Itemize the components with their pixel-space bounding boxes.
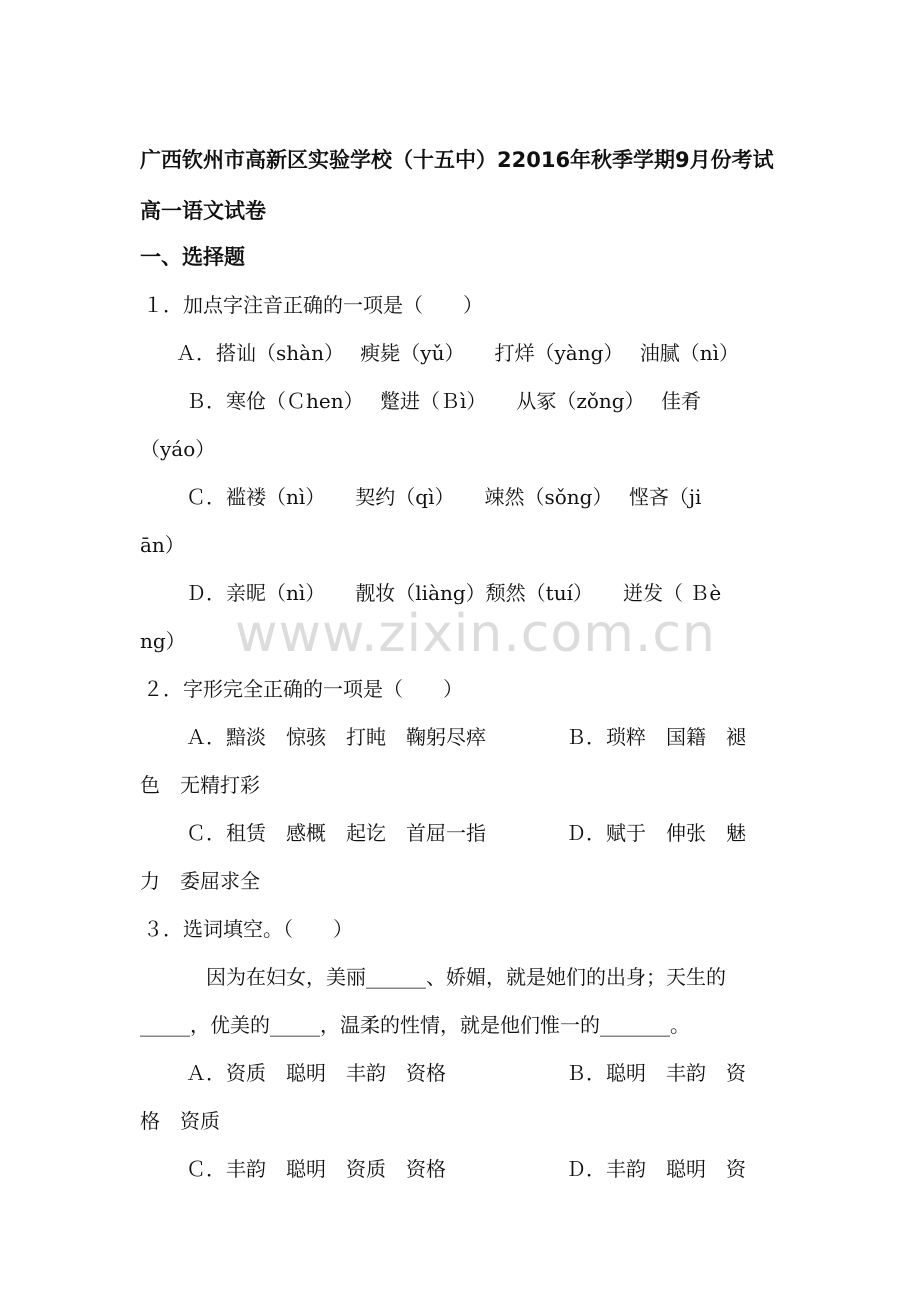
q1-option-c-cont: ān） — [140, 533, 185, 557]
q2-option-d-cont: 力 委屈求全 — [140, 869, 260, 893]
q3-option-b-cont: 格 资质 — [140, 1109, 220, 1133]
q1-option-a: Ａ．搭讪（shàn） 瘐毙（yǔ） 打烊（yàng） 油腻（nì） — [176, 341, 740, 365]
title-line-1: 广西钦州市高新区实验学校（十五中）22016年秋季学期9月份考试 — [140, 148, 774, 172]
title-line-2: 高一语文试卷 — [140, 199, 266, 223]
q1-option-b: Ｂ．寒伧（Ｃhen） 蹩进（Ｂì） 从冢（zǒng） 佳肴 — [186, 389, 701, 413]
q3-passage-1: 因为在妇女，美丽______、娇媚，就是她们的出身；天生的 — [206, 965, 726, 989]
q2-options-ab: Ａ．黯淡 惊骇 打盹 鞠躬尽瘁 Ｂ．琐粹 国籍 褪 — [186, 725, 746, 749]
watermark: www.zixin.com.cn — [235, 604, 716, 664]
q3-stem: ３．选词填空。（ ） — [143, 917, 353, 941]
q1-option-d: Ｄ．亲昵（nì） 靓妆（liàng）颓然（tuí） 迸发（ Ｂè — [186, 581, 722, 605]
q1-option-c: Ｃ．褴褛（nì） 契约（qì） 竦然（sǒng） 悭吝（ji — [186, 485, 702, 509]
q2-option-b-cont: 色 无精打彩 — [140, 773, 260, 797]
q1-option-b-cont: （yáo） — [140, 437, 216, 461]
q3-passage-2: _____，优美的_____，温柔的性情，就是他们惟一的_______。 — [140, 1013, 690, 1037]
q1-stem: １．加点字注音正确的一项是（ ） — [143, 293, 483, 317]
q3-options-cd: Ｃ．丰韵 聪明 资质 资格 Ｄ．丰韵 聪明 资 — [186, 1157, 746, 1181]
q3-options-ab: Ａ．资质 聪明 丰韵 资格 Ｂ．聪明 丰韵 资 — [186, 1061, 746, 1085]
section-heading: 一、选择题 — [140, 245, 245, 269]
q2-options-cd: Ｃ．租赁 感概 起讫 首屈一指 Ｄ．赋于 伸张 魅 — [186, 821, 746, 845]
q1-option-d-cont: ng） — [140, 629, 186, 653]
q2-stem: ２．字形完全正确的一项是（ ） — [143, 677, 463, 701]
